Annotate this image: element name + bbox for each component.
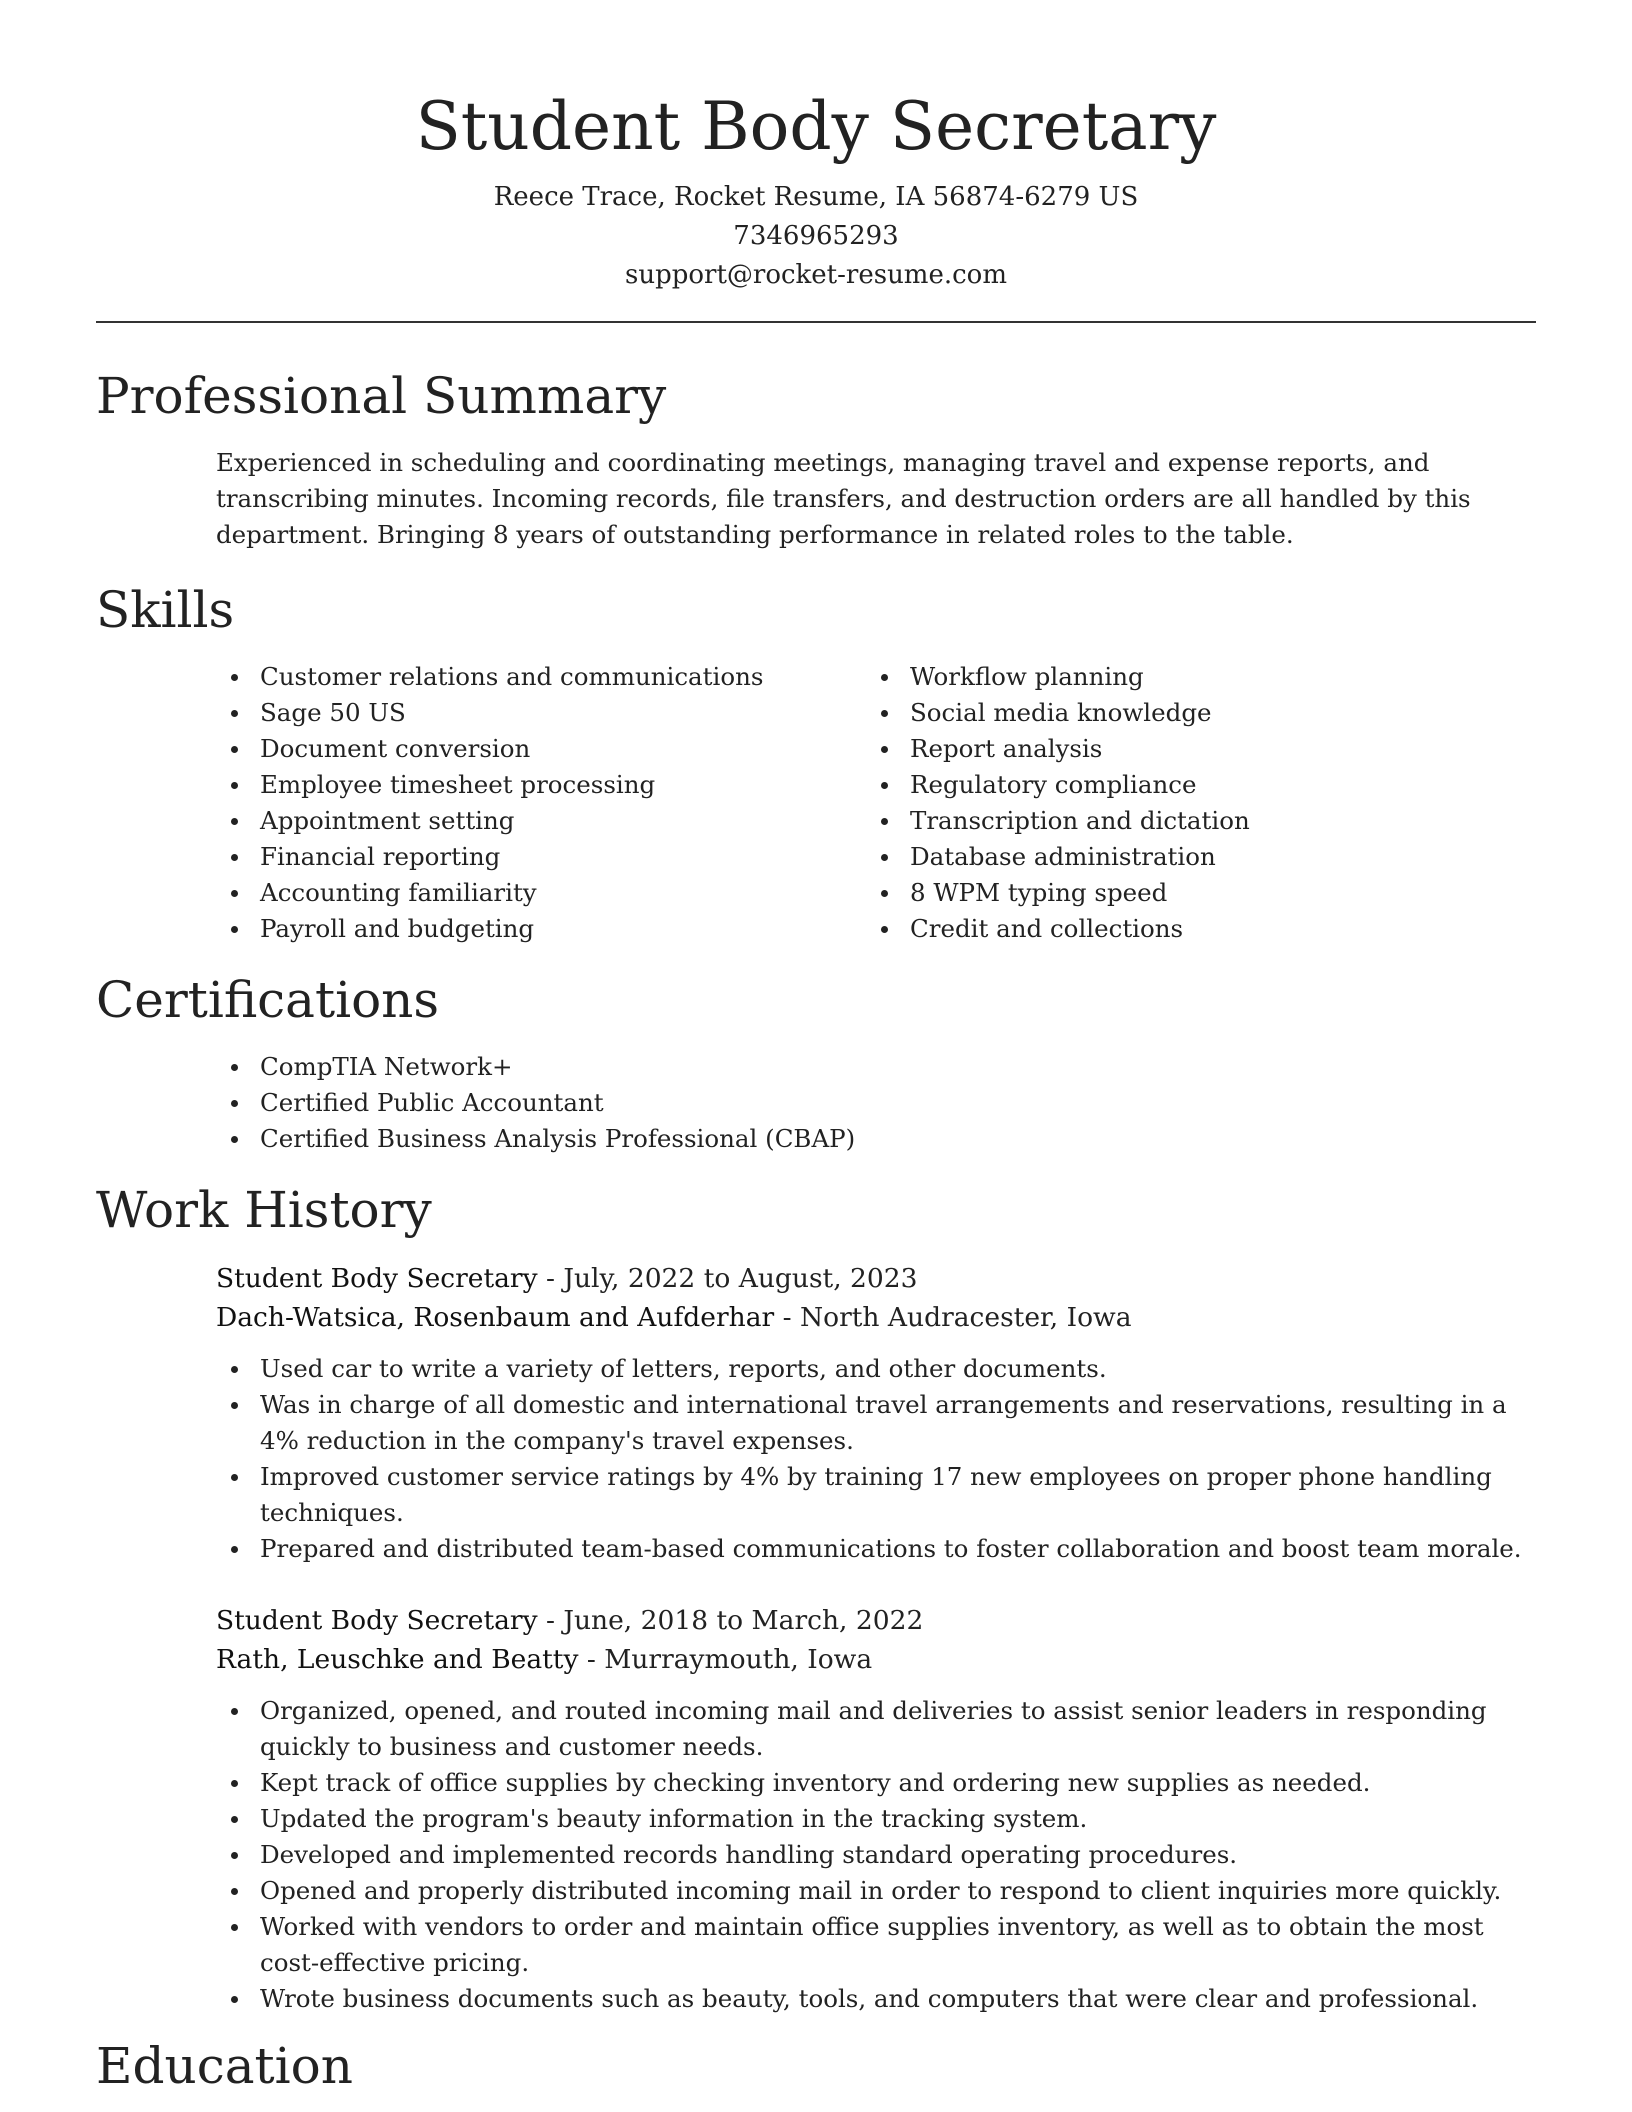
skill-item: Sage 50 US — [216, 695, 866, 731]
resume-name: Student Body Secretary — [415, 88, 1217, 165]
header-divider — [96, 321, 1536, 323]
certification-item: Certified Business Analysis Professional (CBAP) — [216, 1121, 1536, 1157]
job-dates: - June, 2018 to March, 2022 — [537, 1605, 924, 1636]
job-role: Student Body Secretary — [216, 1263, 538, 1294]
job-bullet: Improved customer service ratings by 4% by training 17 new employees on proper phone handling techniques. — [216, 1459, 1536, 1531]
skill-item: Report analysis — [866, 731, 1516, 767]
skill-item: Social media knowledge — [866, 695, 1516, 731]
job-bullet: Used car to write a variety of letters, reports, and other documents. — [216, 1351, 1536, 1387]
skills-grid — [216, 659, 1536, 947]
skill-item: Appointment setting — [216, 803, 866, 839]
skill-item: Document conversion — [216, 731, 866, 767]
skill-item: 8 WPM typing speed — [866, 875, 1516, 911]
skill-item: Customer relations and communications — [216, 659, 866, 695]
job-role: Student Body Secretary — [216, 1605, 538, 1636]
certification-item: CompTIA Network+ — [216, 1049, 1536, 1085]
job-bullet: Prepared and distributed team-based communications to foster collaboration and boost team morale. — [216, 1531, 1536, 1567]
education-section — [96, 2035, 1536, 2097]
contact-phone: 7346965293 — [733, 221, 899, 251]
job-entry — [216, 1601, 1536, 2017]
skill-item: Transcription and dictation — [866, 803, 1516, 839]
job-company-line — [216, 1640, 1536, 1679]
skills-column-right — [866, 659, 1516, 947]
job-bullet: Developed and implemented records handling standard operating procedures. — [216, 1837, 1536, 1873]
work-history-section — [96, 1179, 1536, 2017]
certifications-heading: Certifications — [96, 971, 440, 1029]
contact-block — [96, 178, 1536, 295]
job-dates: - July, 2022 to August, 2023 — [537, 1263, 918, 1294]
skill-item: Employee timesheet processing — [216, 767, 866, 803]
education-heading: Education — [96, 2037, 353, 2095]
contact-email: support@rocket-resume.com — [624, 260, 1007, 290]
job-company: Dach-Watsica, Rosenbaum and Aufderhar — [216, 1302, 775, 1333]
certifications-section — [96, 969, 1536, 1157]
job-bullet: Kept track of office supplies by checking inventory and ordering new supplies as needed. — [216, 1765, 1536, 1801]
skill-item: Credit and collections — [866, 911, 1516, 947]
summary-text: Experienced in scheduling and coordinating meetings, managing travel and expense reports, and transcribing minutes. Incoming records, file transfers, and destruction orders are all handled by this department. Bringing 8 years of outstanding performance in related roles to the table. — [216, 448, 1471, 549]
summary-section — [96, 365, 1536, 553]
certification-item: Certified Public Accountant — [216, 1085, 1536, 1121]
job-bullet: Wrote business documents such as beauty, tools, and computers that were clear and professional. — [216, 1981, 1536, 2017]
job-bullet: Was in charge of all domestic and international travel arrangements and reservations, resulting in a 4% reduction in the company's travel expenses. — [216, 1387, 1536, 1459]
job-bullet: Worked with vendors to order and maintain office supplies inventory, as well as to obtain the most cost-effective pricing. — [216, 1909, 1536, 1981]
work-history-heading: Work History — [96, 1181, 432, 1239]
job-bullets — [216, 1693, 1536, 2017]
resume-header — [96, 0, 1536, 295]
job-bullet: Organized, opened, and routed incoming mail and deliveries to assist senior leaders in responding quickly to business and customer needs. — [216, 1693, 1536, 1765]
resume-page — [96, 0, 1536, 2097]
skill-item: Accounting familiarity — [216, 875, 866, 911]
job-company: Rath, Leuschke and Beatty — [216, 1644, 579, 1675]
job-location: - Murraymouth, Iowa — [578, 1644, 873, 1675]
summary-heading: Professional Summary — [96, 367, 667, 425]
job-location: - North Audracester, Iowa — [774, 1302, 1132, 1333]
skills-column-left — [216, 659, 866, 947]
certifications-list — [216, 1049, 1536, 1157]
job-title-line — [216, 1259, 1536, 1298]
job-bullets — [216, 1351, 1536, 1567]
skill-item: Workflow planning — [866, 659, 1516, 695]
skill-item: Financial reporting — [216, 839, 866, 875]
skills-section — [96, 579, 1536, 947]
skills-heading: Skills — [96, 581, 235, 639]
contact-address: Reece Trace, Rocket Resume, IA 56874-6279 US — [493, 182, 1139, 212]
job-bullet: Opened and properly distributed incoming mail in order to respond to client inquiries more quickly. — [216, 1873, 1536, 1909]
skill-item: Regulatory compliance — [866, 767, 1516, 803]
job-bullet: Updated the program's beauty information in the tracking system. — [216, 1801, 1536, 1837]
job-entry — [216, 1259, 1536, 1567]
job-company-line — [216, 1298, 1536, 1337]
skill-item: Database administration — [866, 839, 1516, 875]
skill-item: Payroll and budgeting — [216, 911, 866, 947]
job-title-line — [216, 1601, 1536, 1640]
